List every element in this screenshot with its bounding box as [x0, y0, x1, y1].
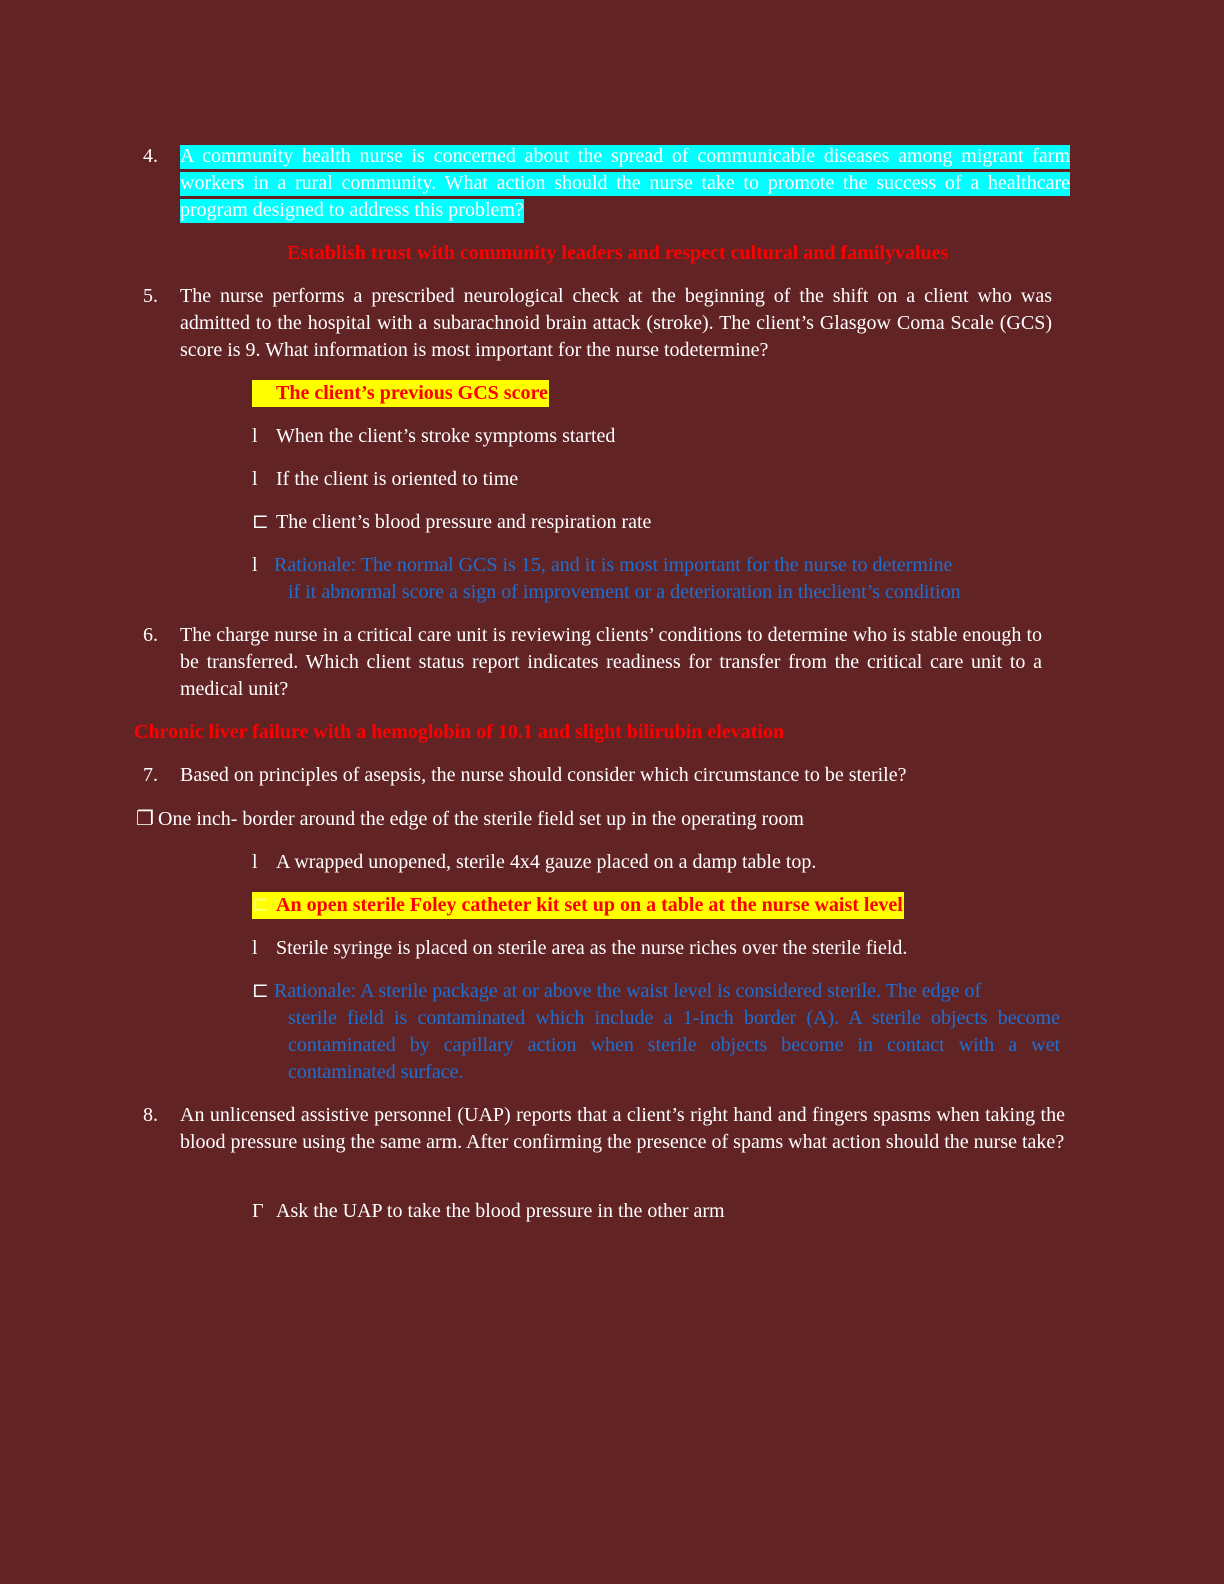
question-text: The charge nurse in a critical care unit is reviewing clients’ conditions to determine who is stable enough to be transferred. Which client status report indicates readiness for transfer from the critical care unit to a medical unit? [180, 624, 1042, 700]
option-text: The client’s blood pressure and respiration rate [276, 511, 652, 533]
option [136, 806, 804, 833]
option-text: Sterile syringe is placed on sterile area as the nurse riches over the sterile field. [276, 937, 908, 959]
question-4-answer: Establish trust with community leaders and respect cultural and familyvalues [287, 242, 949, 264]
question-number: 8. [143, 1104, 158, 1126]
question-text: Based on principles of asepsis, the nurse should consider which circumstance to be sterile? [180, 764, 907, 786]
question-number: 7. [143, 764, 158, 786]
question-6-answer: Chronic liver failure with a hemoglobin of 10.1 and slight bilirubin elevation [134, 721, 785, 743]
option-text: The client’s previous GCS score [276, 382, 548, 404]
rationale-text: Rationale: A sterile package at or above the waist level is considered sterile. The edge of [274, 980, 982, 1002]
option-correct [252, 380, 549, 407]
rationale-text-continued: sterile field is contaminated which include a 1-inch border (A). A sterile objects become contaminated by capillary action when sterile objects become in contact with a wet contaminated surface. [288, 1007, 1060, 1083]
option-correct [252, 892, 904, 919]
bullet-icon: l [252, 425, 258, 447]
bullet-icon: ⊏ [252, 511, 269, 533]
bullet-icon: ❐ [136, 808, 154, 830]
rationale-text-continued: if it abnormal score a sign of improvement or a deterioration in theclient’s condition [288, 581, 961, 603]
bullet-icon: l [252, 851, 258, 873]
option-text: A wrapped unopened, sterile 4x4 gauze placed on a damp table top. [276, 851, 817, 873]
option-text: If the client is oriented to time [276, 468, 519, 490]
rationale [252, 978, 1060, 1086]
option [252, 1198, 725, 1225]
option-text: When the client’s stroke symptoms started [276, 425, 616, 447]
bullet-icon: l [252, 937, 258, 959]
bullet-icon: Γ [252, 1200, 264, 1222]
option-text: One inch- border around the edge of the sterile field set up in the operating room [158, 808, 804, 830]
rationale-text: Rationale: The normal GCS is 15, and it is most important for the nurse to determine [274, 554, 953, 576]
option [252, 423, 615, 450]
bullet-icon: ⊏ [252, 980, 269, 1002]
option-text: An open sterile Foley catheter kit set up on a table at the nurse waist level [276, 894, 903, 916]
bullet-icon: l [252, 554, 258, 576]
option [252, 466, 518, 493]
bullet-icon: l [252, 468, 258, 490]
option [252, 935, 907, 962]
rationale [252, 552, 1060, 606]
option-text: Ask the UAP to take the blood pressure in the other arm [276, 1200, 725, 1222]
question-number: 6. [143, 624, 158, 646]
question-number: 5. [143, 285, 158, 307]
bullet-icon: ⊏ [252, 894, 269, 916]
question-text [180, 143, 1070, 224]
question-number: 4. [143, 145, 158, 167]
question-text: An unlicensed assistive personnel (UAP) reports that a client’s right hand and fingers spasms when taking the blood pressure using the same arm. After confirming the presence of spams what action should the nurse take? [180, 1104, 1065, 1153]
question-text: The nurse performs a prescribed neurological check at the beginning of the shift on a client who was admitted to the hospital with a subarachnoid brain attack (stroke). The client’s Glasgow Coma Scale (GCS) score is 9. What information is most important for the nurse todetermine? [180, 285, 1052, 361]
option [252, 509, 651, 536]
highlighted-question-text: A community health nurse is concerned about the spread of communicable diseases among migrant farm workers in a rural community. What action should the nurse take to promote the success of a healthcare program designed to address this problem? [180, 145, 1070, 221]
option [252, 849, 816, 876]
